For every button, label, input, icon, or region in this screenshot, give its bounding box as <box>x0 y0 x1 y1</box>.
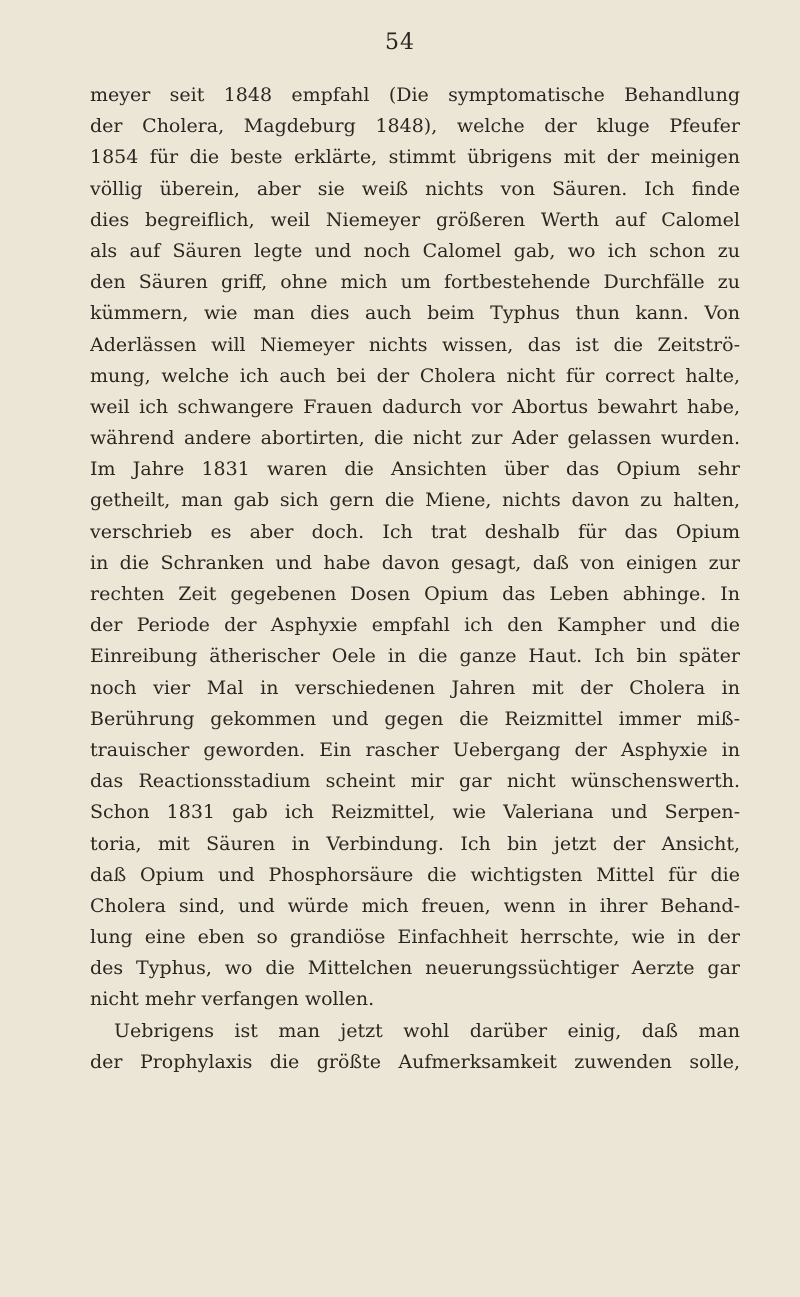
text-line: Aderlässen will Niemeyer nichts wissen, das ist die Zeitströ- <box>90 333 740 356</box>
text-line: trauischer geworden. Ein rascher Uebergang der Asphyxie in <box>90 738 740 761</box>
text-line: verschrieb es aber doch. Ich trat deshalb für das Opium <box>90 520 740 543</box>
text-line: kümmern, wie man dies auch beim Typhus thun kann. Von <box>90 302 740 325</box>
text-line: völlig überein, aber sie weiß nichts von Säuren. Ich finde <box>90 177 740 200</box>
text-line: der Prophylaxis die größte Aufmerksamkeit zuwenden solle, <box>90 1050 740 1073</box>
text-line: 1854 für die beste erklärte, stimmt übrigens mit der meinigen <box>90 146 740 169</box>
text-line: weil ich schwangere Frauen dadurch vor Abortus bewahrt habe, <box>90 395 740 418</box>
text-line: daß Opium und Phosphorsäure die wichtigsten Mittel für die <box>90 863 740 886</box>
text-line: Cholera sind, und würde mich freuen, wenn in ihrer Behand- <box>90 894 740 917</box>
text-line: Schon 1831 gab ich Reizmittel, wie Valeriana und Serpen- <box>90 801 740 824</box>
text-line: der Periode der Asphyxie empfahl ich den Kampher und die <box>90 614 740 637</box>
text-line: des Typhus, wo die Mittelchen neuerungssüchtiger Aerzte gar <box>90 957 740 980</box>
text-line: Im Jahre 1831 waren die Ansichten über das Opium sehr <box>90 458 740 481</box>
text-line: nicht mehr verfangen wollen. <box>90 988 375 1011</box>
text-line: Uebrigens ist man jetzt wohl darüber einig, daß man <box>114 1019 740 1042</box>
body-text <box>90 80 740 1078</box>
text-line: Berührung gekommen und gegen die Reizmittel immer miß- <box>90 707 740 730</box>
text-line: rechten Zeit gegebenen Dosen Opium das Leben abhinge. In <box>90 583 740 605</box>
text-line: meyer seit 1848 empfahl (Die symptomatische Behandlung <box>90 84 740 106</box>
text-line: während andere abortirten, die nicht zur Ader gelassen wurden. <box>90 427 740 450</box>
text-line: in die Schranken und habe davon gesagt, daß von einigen zur <box>90 551 740 574</box>
text-line: als auf Säuren legte und noch Calomel gab, wo ich schon zu <box>90 239 740 262</box>
text-line: getheilt, man gab sich gern die Miene, nichts davon zu halten, <box>90 489 740 512</box>
text-line: dies begreiflich, weil Niemeyer größeren Werth auf Calomel <box>90 208 740 231</box>
text-line: noch vier Mal in verschiedenen Jahren mit der Cholera in <box>90 676 740 699</box>
text-line: der Cholera, Magdeburg 1848), welche der kluge Pfeufer <box>90 115 740 138</box>
text-line: das Reactionsstadium scheint mir gar nicht wünschenswerth. <box>90 770 740 793</box>
page-number: 54 <box>385 30 415 55</box>
text-line: toria, mit Säuren in Verbindung. Ich bin jetzt der Ansicht, <box>90 832 740 855</box>
text-line: den Säuren griff, ohne mich um fortbestehende Durchfälle zu <box>90 271 740 294</box>
text-line: mung, welche ich auch bei der Cholera nicht für correct halte, <box>90 364 740 387</box>
text-line: lung eine eben so grandiöse Einfachheit herrschte, wie in der <box>90 926 740 949</box>
text-line: Einreibung ätherischer Oele in die ganze Haut. Ich bin später <box>90 645 740 668</box>
